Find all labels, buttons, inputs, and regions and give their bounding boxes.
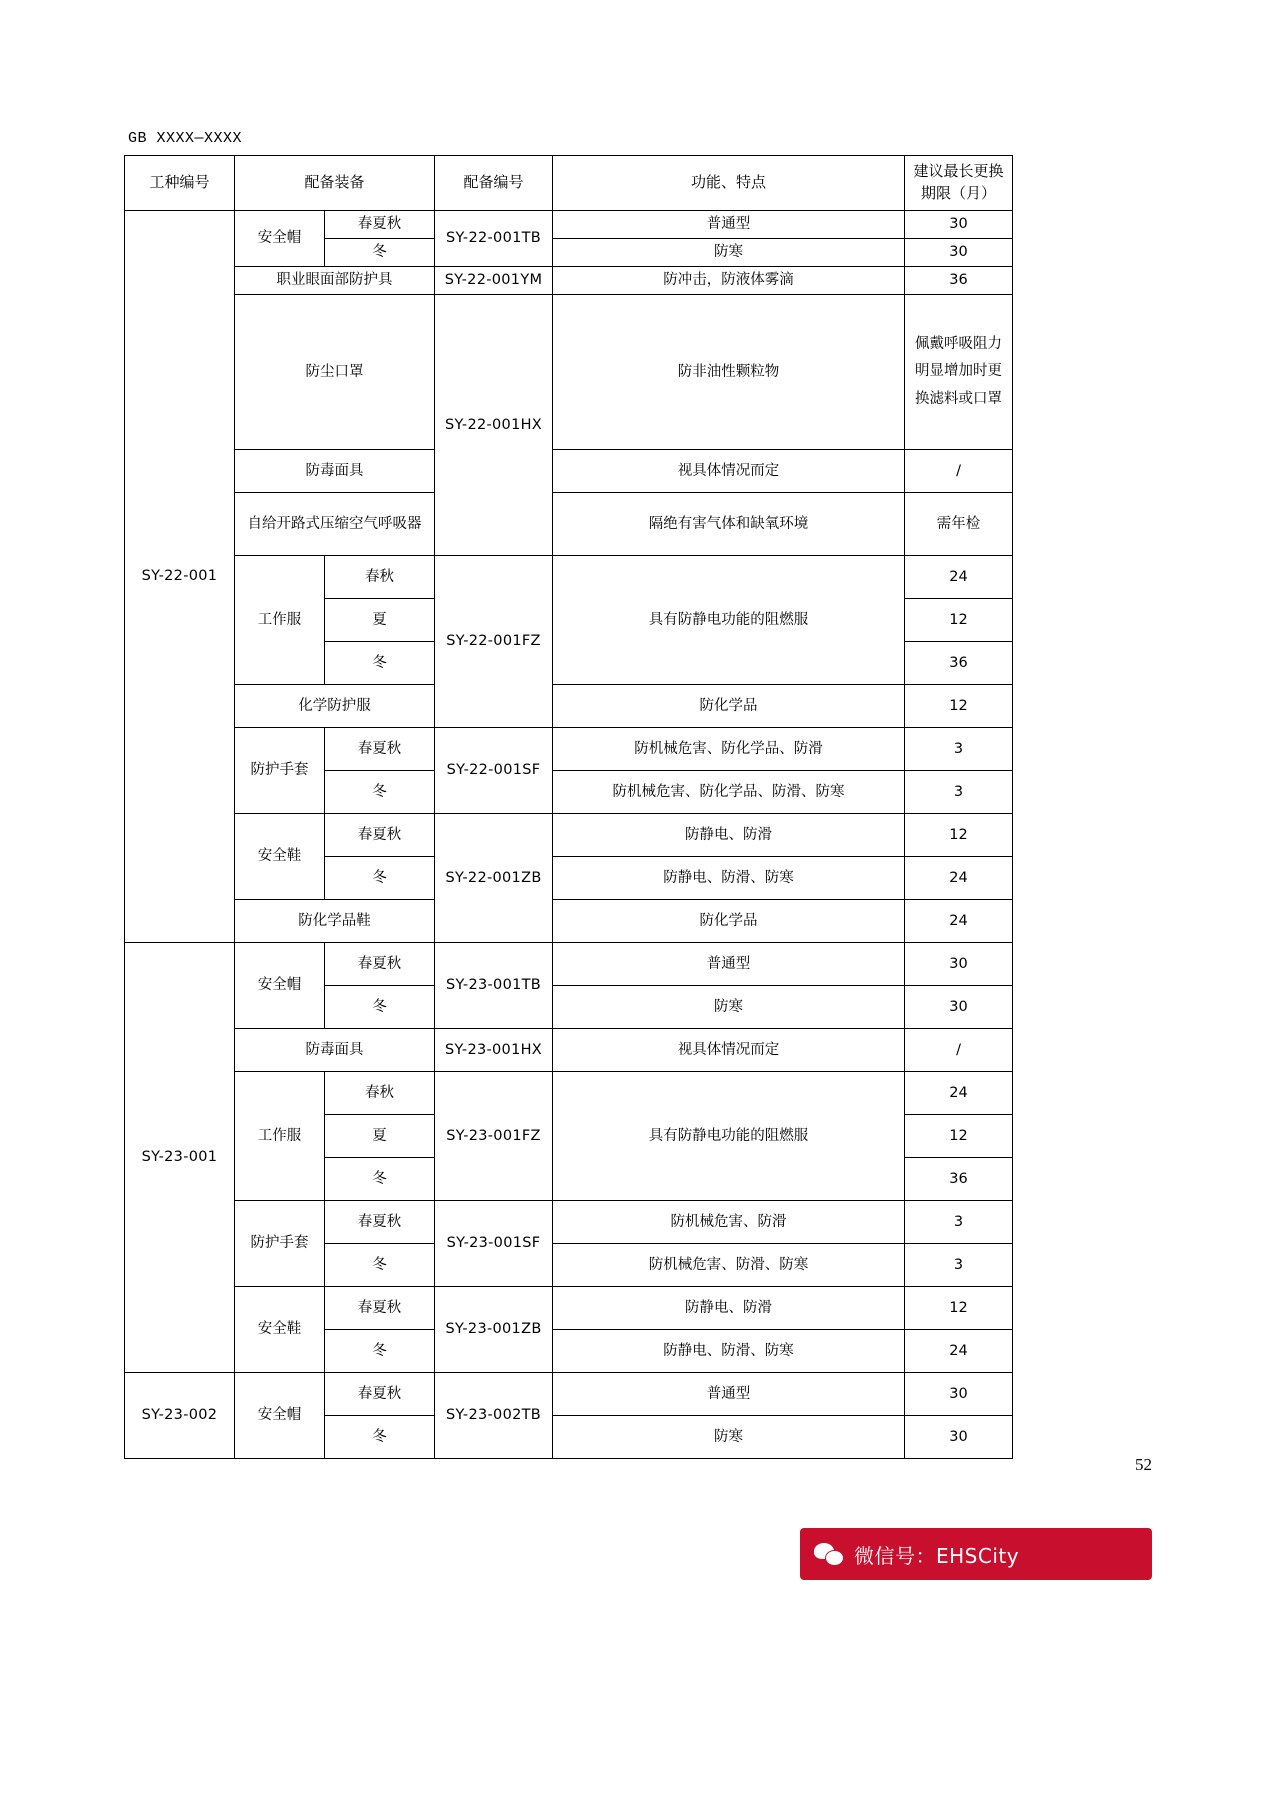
standard-header: GB XXXX—XXXX xyxy=(128,130,243,147)
cell-season: 冬 xyxy=(325,857,435,900)
cell-period: 3 xyxy=(905,1201,1013,1244)
cell-equipment: 安全鞋 xyxy=(235,1287,325,1373)
cell-equipment-code: SY-22-001TB xyxy=(435,211,553,267)
cell-function: 防机械危害、防滑 xyxy=(553,1201,905,1244)
wechat-watermark-label: 微信号：EHSCity xyxy=(854,1543,1020,1568)
cell-season: 春夏秋 xyxy=(325,1287,435,1330)
cell-equipment: 防护手套 xyxy=(235,1201,325,1287)
cell-equipment: 安全帽 xyxy=(235,943,325,1029)
wechat-watermark xyxy=(800,1528,1152,1580)
cell-season: 春秋 xyxy=(325,1072,435,1115)
cell-function: 防机械危害、防化学品、防滑、防寒 xyxy=(553,771,905,814)
table-row xyxy=(125,267,1013,295)
cell-season: 冬 xyxy=(325,239,435,267)
cell-equipment: 工作服 xyxy=(235,556,325,685)
table-row xyxy=(125,900,1013,943)
cell-period: 3 xyxy=(905,771,1013,814)
cell-period: / xyxy=(905,1029,1013,1072)
cell-period: 佩戴呼吸阻力明显增加时更换滤料或口罩 xyxy=(905,295,1013,450)
cell-equipment: 自给开路式压缩空气呼吸器 xyxy=(235,493,435,556)
cell-equipment: 防护手套 xyxy=(235,728,325,814)
cell-season: 冬 xyxy=(325,1244,435,1287)
cell-period: 24 xyxy=(905,857,1013,900)
cell-function: 防冲击，防液体雾滴 xyxy=(553,267,905,295)
cell-function: 防静电、防滑、防寒 xyxy=(553,857,905,900)
cell-period: 36 xyxy=(905,642,1013,685)
cell-function: 具有防静电功能的阻燃服 xyxy=(553,556,905,685)
cell-season: 冬 xyxy=(325,771,435,814)
ppe-allocation-table xyxy=(124,155,1013,1459)
table-row xyxy=(125,493,1013,556)
cell-season: 冬 xyxy=(325,986,435,1029)
cell-period: 36 xyxy=(905,1158,1013,1201)
wechat-icon xyxy=(814,1541,844,1567)
cell-equipment-code: SY-22-001FZ xyxy=(435,556,553,728)
cell-equipment-code: SY-23-001TB xyxy=(435,943,553,1029)
cell-equipment-code: SY-23-001FZ xyxy=(435,1072,553,1201)
cell-period: 30 xyxy=(905,1416,1013,1459)
table-row xyxy=(125,1201,1013,1244)
cell-function: 防寒 xyxy=(553,986,905,1029)
cell-period: 24 xyxy=(905,1072,1013,1115)
cell-period: 12 xyxy=(905,599,1013,642)
cell-period: 30 xyxy=(905,986,1013,1029)
cell-function: 视具体情况而定 xyxy=(553,1029,905,1072)
table-row xyxy=(125,556,1013,599)
cell-season: 春秋 xyxy=(325,556,435,599)
cell-season: 春夏秋 xyxy=(325,211,435,239)
header-equipment: 配备装备 xyxy=(235,156,435,211)
cell-equipment: 防毒面具 xyxy=(235,1029,435,1072)
cell-period: 30 xyxy=(905,239,1013,267)
cell-function: 防静电、防滑 xyxy=(553,1287,905,1330)
header-period: 建议最长更换期限（月） xyxy=(905,156,1013,211)
table-row xyxy=(125,450,1013,493)
cell-job-code: SY-22-001 xyxy=(125,211,235,943)
header-function: 功能、特点 xyxy=(553,156,905,211)
cell-function: 普通型 xyxy=(553,211,905,239)
header-equipment-code: 配备编号 xyxy=(435,156,553,211)
header-job-code: 工种编号 xyxy=(125,156,235,211)
cell-season: 夏 xyxy=(325,599,435,642)
cell-job-code: SY-23-002 xyxy=(125,1373,235,1459)
cell-period: / xyxy=(905,450,1013,493)
cell-equipment: 工作服 xyxy=(235,1072,325,1201)
cell-period: 24 xyxy=(905,900,1013,943)
page-number: 52 xyxy=(1135,1455,1152,1474)
cell-function: 防静电、防滑、防寒 xyxy=(553,1330,905,1373)
cell-period: 30 xyxy=(905,943,1013,986)
cell-function: 防化学品 xyxy=(553,685,905,728)
cell-function: 隔绝有害气体和缺氧环境 xyxy=(553,493,905,556)
cell-function: 防机械危害、防化学品、防滑 xyxy=(553,728,905,771)
table-row xyxy=(125,211,1013,239)
cell-function: 视具体情况而定 xyxy=(553,450,905,493)
cell-function: 具有防静电功能的阻燃服 xyxy=(553,1072,905,1201)
table-row xyxy=(125,1029,1013,1072)
cell-equipment-code: SY-22-001HX xyxy=(435,295,553,556)
table-row xyxy=(125,1373,1013,1416)
table-row xyxy=(125,295,1013,450)
cell-period: 12 xyxy=(905,1287,1013,1330)
cell-equipment: 安全帽 xyxy=(235,211,325,267)
cell-season: 春夏秋 xyxy=(325,1373,435,1416)
cell-equipment-code: SY-23-001SF xyxy=(435,1201,553,1287)
cell-period: 36 xyxy=(905,267,1013,295)
cell-season: 夏 xyxy=(325,1115,435,1158)
cell-function: 防寒 xyxy=(553,239,905,267)
cell-season: 冬 xyxy=(325,1158,435,1201)
cell-period: 12 xyxy=(905,814,1013,857)
cell-equipment: 防化学品鞋 xyxy=(235,900,435,943)
cell-equipment-code: SY-22-001SF xyxy=(435,728,553,814)
cell-period: 3 xyxy=(905,1244,1013,1287)
cell-period: 12 xyxy=(905,1115,1013,1158)
cell-season: 春夏秋 xyxy=(325,814,435,857)
cell-period: 24 xyxy=(905,556,1013,599)
cell-equipment-code: SY-23-001HX xyxy=(435,1029,553,1072)
table-row xyxy=(125,685,1013,728)
table-row xyxy=(125,1287,1013,1330)
cell-season: 冬 xyxy=(325,642,435,685)
cell-function: 普通型 xyxy=(553,1373,905,1416)
cell-season: 春夏秋 xyxy=(325,1201,435,1244)
cell-function: 防寒 xyxy=(553,1416,905,1459)
cell-equipment: 化学防护服 xyxy=(235,685,435,728)
cell-period: 30 xyxy=(905,1373,1013,1416)
cell-period: 12 xyxy=(905,685,1013,728)
cell-function: 防化学品 xyxy=(553,900,905,943)
cell-equipment: 职业眼面部防护具 xyxy=(235,267,435,295)
cell-season: 冬 xyxy=(325,1416,435,1459)
table-row xyxy=(125,814,1013,857)
cell-season: 春夏秋 xyxy=(325,728,435,771)
cell-equipment: 防尘口罩 xyxy=(235,295,435,450)
table-row xyxy=(125,1072,1013,1115)
cell-equipment: 防毒面具 xyxy=(235,450,435,493)
cell-function: 普通型 xyxy=(553,943,905,986)
cell-equipment: 安全帽 xyxy=(235,1373,325,1459)
cell-function: 防非油性颗粒物 xyxy=(553,295,905,450)
cell-function: 防静电、防滑 xyxy=(553,814,905,857)
cell-period: 30 xyxy=(905,211,1013,239)
cell-job-code: SY-23-001 xyxy=(125,943,235,1373)
cell-period: 3 xyxy=(905,728,1013,771)
cell-season: 春夏秋 xyxy=(325,943,435,986)
cell-equipment-code: SY-22-001ZB xyxy=(435,814,553,943)
cell-period: 需年检 xyxy=(905,493,1013,556)
table-header-row xyxy=(125,156,1013,211)
table-row xyxy=(125,943,1013,986)
cell-function: 防机械危害、防滑、防寒 xyxy=(553,1244,905,1287)
cell-equipment-code: SY-23-002TB xyxy=(435,1373,553,1459)
table-row xyxy=(125,728,1013,771)
cell-equipment: 安全鞋 xyxy=(235,814,325,900)
cell-period: 24 xyxy=(905,1330,1013,1373)
cell-equipment-code: SY-22-001YM xyxy=(435,267,553,295)
cell-season: 冬 xyxy=(325,1330,435,1373)
cell-equipment-code: SY-23-001ZB xyxy=(435,1287,553,1373)
